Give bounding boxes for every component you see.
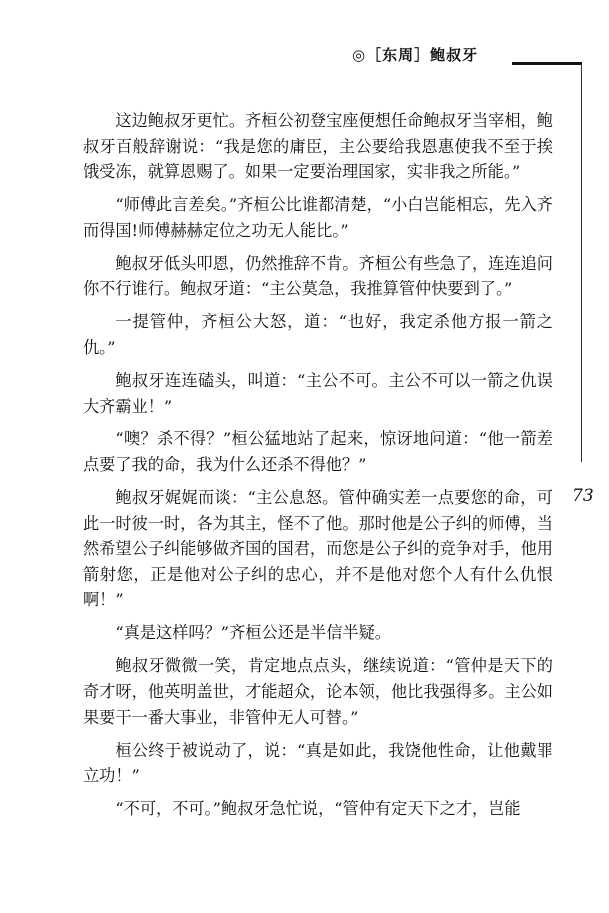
margin-rule — [581, 64, 582, 462]
paragraph: 鲍叔牙连连磕头，叫道：“主公不可。主公不可以一箭之仇误大齐霸业！” — [83, 370, 553, 416]
running-header: ◎［东周］鲍叔牙 — [352, 46, 479, 64]
paragraph: 这边鲍叔牙更忙。齐桓公初登宝座便想任命鲍叔牙当宰相，鲍叔牙百般辞谢说：“我是您的庸臣，主公要给我恩惠使我不至于挨饿受冻，就算恩赐了。如果一定要治理国家，实非我之所能。” — [83, 111, 553, 182]
paragraph: 鲍叔牙娓娓而谈：“主公息怒。管仲确实差一点要您的命，可此一时彼一时，各为其主，怪不了他。那时他是公子纠的师傅，当然希望公子纠能够做齐国的国君，而您是公子纠的竞争对手，他用箭射您，正是他对公子纠的忠心，并不是他对您个人有什么仇恨啊！” — [83, 488, 553, 610]
paragraph: “真是这样吗？”齐桓公还是半信半疑。 — [115, 623, 391, 643]
text-body — [83, 108, 553, 829]
paragraph: “不可，不可。”鲍叔牙急忙说，“管仲有定天下之才，岂能 — [115, 799, 521, 819]
paragraph: 一提管仲，齐桓公大怒，道：“也好，我定杀他方报一箭之仇。” — [83, 312, 553, 357]
paragraph: “噢？杀不得？”桓公猛地站了起来，惊讶地问道：“他一箭差点要了我的命，我为什么还杀不得他？” — [83, 429, 553, 475]
paragraph: 鲍叔牙低头叩恩，仍然推辞不肯。齐桓公有些急了，连连追问你不行谁行。鲍叔牙道：“主公莫急，我推算管仲快要到了。” — [83, 253, 553, 299]
paragraph: 桓公终于被说动了，说：“真是如此，我饶他性命，让他戴罪立功！” — [83, 740, 553, 786]
paragraph: “师傅此言差矣。”齐桓公比谁都清楚，“小白岂能相忘，先入齐而得国!师傅赫赫定位之功无人能比。” — [83, 195, 553, 240]
page-number: 73 — [572, 486, 594, 506]
header-rule — [512, 62, 582, 65]
paragraph: 鲍叔牙微微一笑，肯定地点点头，继续说道：“管仲是天下的奇才呀，他英明盖世，才能超众，论本领，他比我强得多。主公如果要干一番大事业，非管仲无人可替。” — [83, 656, 553, 727]
